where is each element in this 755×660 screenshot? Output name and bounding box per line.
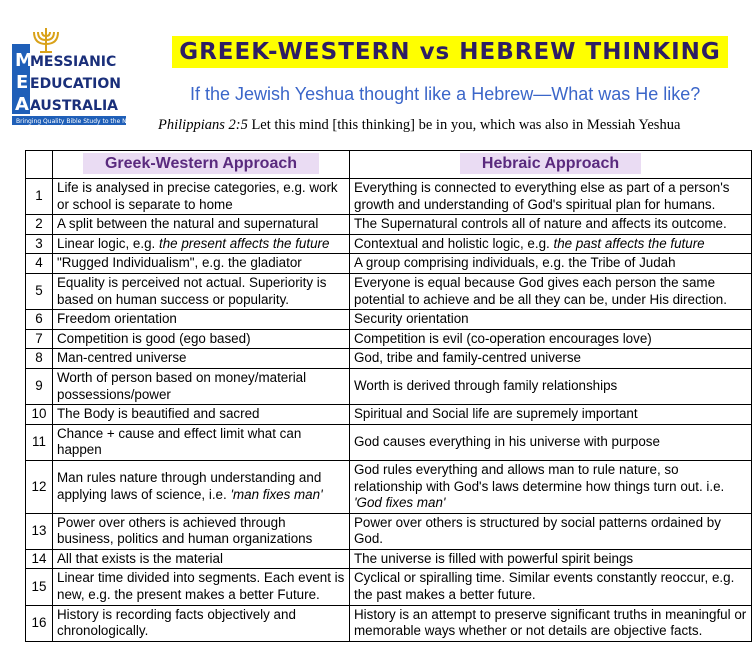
row-number: 11 xyxy=(26,424,53,460)
greek-cell-text: Worth of person based on money/material possessions/power xyxy=(57,369,307,402)
hebrew-cell xyxy=(350,179,752,215)
greek-cell xyxy=(53,460,350,513)
greek-cell xyxy=(53,254,350,274)
hebrew-cell-text: Contextual and holistic logic, e.g. xyxy=(354,235,554,251)
hebrew-cell-text: Spiritual and Social life are supremely important xyxy=(354,406,638,422)
greek-cell-text: Power over others is achieved through business, politics and human organizations xyxy=(57,514,313,547)
verse-reference: Philippians 2:5 xyxy=(158,117,248,133)
hebrew-cell-text: God rules everything and allows man to rule nature, so relationship with God's laws determine how things turn out. i.e. xyxy=(354,461,725,494)
row-number: 12 xyxy=(26,460,53,513)
greek-cell-text: A split between the natural and supernatural xyxy=(57,216,319,232)
subtitle: If the Jewish Yeshua thought like a Hebrew—What was He like? xyxy=(190,84,701,104)
hebrew-cell xyxy=(350,405,752,425)
greek-cell-text: Life is analysed in precise categories, e.g. work or school is separate to home xyxy=(57,180,338,212)
table-row xyxy=(26,569,752,605)
greek-cell xyxy=(53,405,350,425)
greek-cell xyxy=(53,179,350,215)
table-header-row xyxy=(26,151,752,179)
table-body xyxy=(26,179,752,642)
header-hebrew-cell xyxy=(350,151,752,179)
hebrew-cell xyxy=(350,460,752,513)
svg-text:A: A xyxy=(15,94,29,115)
greek-cell xyxy=(53,215,350,235)
hebrew-cell-text: Cyclical or spiralling time. Similar events constantly reoccur, e.g. the past makes a better future. xyxy=(354,570,735,603)
row-number: 13 xyxy=(26,513,53,549)
greek-cell-text: Linear logic, e.g. xyxy=(57,235,159,251)
greek-column-heading: Greek-Western Approach xyxy=(83,153,319,174)
greek-cell xyxy=(53,513,350,549)
table-row xyxy=(26,310,752,330)
table-row xyxy=(26,215,752,235)
table-row xyxy=(26,513,752,549)
table-row xyxy=(26,254,752,274)
greek-cell xyxy=(53,605,350,641)
row-number: 8 xyxy=(26,349,53,369)
greek-cell xyxy=(53,569,350,605)
hebrew-cell xyxy=(350,310,752,330)
hebrew-cell xyxy=(350,234,752,254)
title-banner xyxy=(172,36,728,68)
table-row xyxy=(26,234,752,254)
greek-cell xyxy=(53,424,350,460)
hebrew-cell-text: The universe is filled with powerful spirit beings xyxy=(354,550,634,566)
table-row xyxy=(26,605,752,641)
row-number: 15 xyxy=(26,569,53,605)
hebrew-cell-text: Everything is connected to everything else as part of a person's growth and understanding of God's spiritual plan for humans. xyxy=(354,180,730,212)
greek-cell xyxy=(53,310,350,330)
hebrew-cell xyxy=(350,349,752,369)
verse-text: Let this mind [this thinking] be in you, which was also in Messiah Yeshua xyxy=(247,117,681,133)
greek-cell-text: "Rugged Individualism", e.g. the gladiator xyxy=(57,255,302,271)
hebrew-cell-text: Worth is derived through family relationships xyxy=(354,378,618,394)
hebrew-cell-text: Security orientation xyxy=(354,311,469,327)
row-number: 16 xyxy=(26,605,53,641)
logo-line-1: MESSIANIC xyxy=(30,54,117,70)
greek-cell-text: All that exists is the material xyxy=(57,550,223,566)
hebrew-cell xyxy=(350,513,752,549)
hebrew-cell xyxy=(350,605,752,641)
greek-cell xyxy=(53,234,350,254)
hebrew-cell-text: God causes everything in his universe with purpose xyxy=(354,434,660,450)
greek-cell xyxy=(53,549,350,569)
hebrew-cell xyxy=(350,549,752,569)
header-number-cell xyxy=(26,151,53,179)
header-greek-cell xyxy=(53,151,350,179)
hebrew-cell-text: the past affects the future xyxy=(553,235,705,251)
greek-cell xyxy=(53,368,350,404)
greek-cell xyxy=(53,329,350,349)
greek-cell-text: Freedom orientation xyxy=(57,311,177,327)
row-number: 3 xyxy=(26,234,53,254)
row-number: 6 xyxy=(26,310,53,330)
row-number: 4 xyxy=(26,254,53,274)
svg-text:M: M xyxy=(15,50,33,71)
hebrew-cell-text: Power over others is structured by social patterns ordained by God. xyxy=(354,514,721,547)
hebrew-cell-text: The Supernatural controls all of nature and affects its outcome. xyxy=(354,216,727,232)
svg-text:E: E xyxy=(16,72,29,93)
table-row xyxy=(26,368,752,404)
hebrew-cell-text: 'God fixes man' xyxy=(354,495,446,511)
menorah-logo-graphic xyxy=(10,22,142,130)
logo-tagline: Bringing Quality Bible Study to the Nation xyxy=(16,118,142,125)
page-title: GREEK-WESTERN vs HEBREW THINKING xyxy=(179,39,721,65)
row-number: 2 xyxy=(26,215,53,235)
hebrew-cell-text: God, tribe and family-centred universe xyxy=(354,350,582,366)
hebrew-cell xyxy=(350,273,752,309)
greek-cell-text: Man rules nature through understanding and applying laws of science, i.e. xyxy=(57,470,322,502)
table-row xyxy=(26,424,752,460)
table-row xyxy=(26,329,752,349)
table-row xyxy=(26,273,752,309)
table-row xyxy=(26,405,752,425)
greek-cell-text: Equality is perceived not actual. Superiority is based on human success or popularity. xyxy=(57,274,327,307)
hebrew-cell-text: A group comprising individuals, e.g. the Tribe of Judah xyxy=(354,255,676,271)
hebrew-cell-text: History is an attempt to preserve significant truths in meaningful or memorable ways whether or not details are objective facts. xyxy=(354,606,747,639)
greek-cell-text: The Body is beautified and sacred xyxy=(57,406,260,422)
hebrew-cell xyxy=(350,254,752,274)
table-row xyxy=(26,460,752,513)
greek-cell-text: Competition is good (ego based) xyxy=(57,330,251,346)
greek-cell-text: History is recording facts objectively and chronologically. xyxy=(57,606,296,639)
hebrew-column-heading: Hebraic Approach xyxy=(460,153,641,174)
hebrew-cell xyxy=(350,569,752,605)
greek-cell-text: 'man fixes man' xyxy=(230,486,323,502)
greek-cell xyxy=(53,349,350,369)
comparison-table xyxy=(25,150,752,642)
greek-cell-text: Linear time divided into segments. Each event is new, e.g. the present makes a better Future. xyxy=(57,570,345,603)
logo-line-3: AUSTRALIA xyxy=(30,98,118,114)
row-number: 10 xyxy=(26,405,53,425)
hebrew-cell xyxy=(350,215,752,235)
hebrew-cell xyxy=(350,329,752,349)
greek-cell-text: the present affects the future xyxy=(158,235,330,251)
logo-line-2: EDUCATION xyxy=(30,76,121,92)
table-row xyxy=(26,349,752,369)
greek-cell xyxy=(53,273,350,309)
greek-cell-text: Chance + cause and effect limit what can happen xyxy=(57,425,302,458)
greek-cell-text: Man-centred universe xyxy=(57,350,187,366)
row-number: 5 xyxy=(26,273,53,309)
row-number: 1 xyxy=(26,179,53,215)
hebrew-cell-text: Everyone is equal because God gives each person the same potential to achieve and be all they can be, under His direction. xyxy=(354,274,727,307)
hebrew-cell xyxy=(350,368,752,404)
hebrew-cell-text: Competition is evil (co-operation encourages love) xyxy=(354,330,652,346)
hebrew-cell xyxy=(350,424,752,460)
verse-line xyxy=(158,117,680,134)
logo xyxy=(10,22,142,130)
table-row xyxy=(26,549,752,569)
row-number: 7 xyxy=(26,329,53,349)
row-number: 9 xyxy=(26,368,53,404)
table-row xyxy=(26,179,752,215)
row-number: 14 xyxy=(26,549,53,569)
